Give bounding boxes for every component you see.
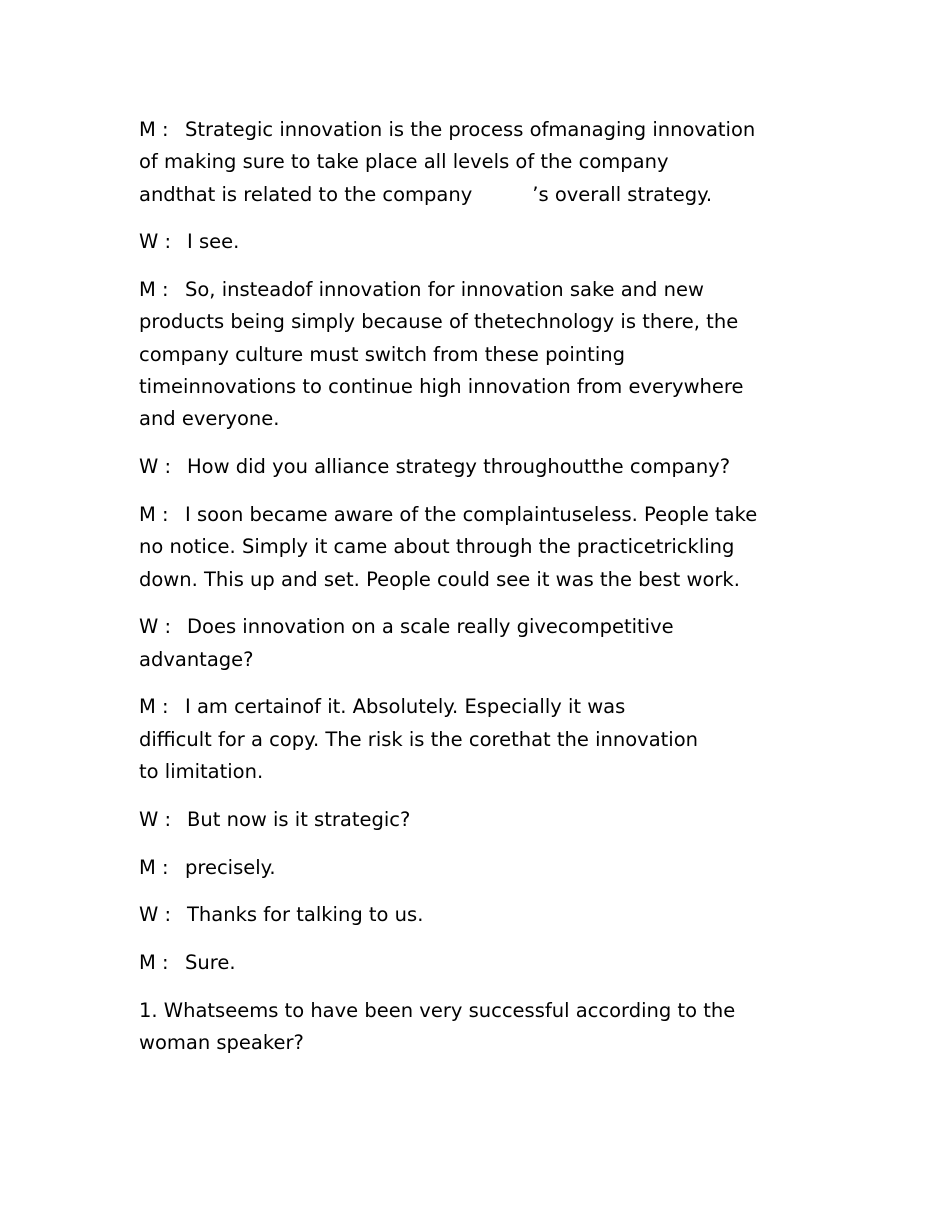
dialogue-text: ’s overall strategy.: [532, 182, 713, 206]
speaker-label: W :: [139, 903, 172, 927]
dialogue-text: I am certainof it. Absolutely. Especially it was: [185, 695, 626, 719]
dialogue-turn: [139, 852, 799, 884]
dialogue-text: I see.: [187, 230, 240, 254]
dialogue-turn: [139, 611, 799, 676]
dialogue-text: of making sure to take place all levels of the company: [139, 150, 669, 174]
dialogue-turn: [139, 114, 799, 211]
speaker-label: M :: [139, 855, 169, 879]
dialogue-text: products being simply because of thetechnology is there, the: [139, 310, 739, 334]
speaker-label: W :: [139, 615, 172, 639]
dialogue-text: Sure.: [185, 951, 236, 975]
dialogue-turn: [139, 947, 799, 979]
dialogue-text: no notice. Simply it came about through the practicetrickling: [139, 535, 735, 559]
dialogue-text: precisely.: [185, 855, 276, 879]
dialogue-text: I soon became aware of the complaintuseless. People take: [185, 502, 758, 526]
dialogue-turn: [139, 226, 799, 258]
dialogue-text: difficult for a copy. The risk is the corethat the innovation: [139, 727, 699, 751]
dialogue-text: company culture must switch from these pointing: [139, 342, 625, 366]
dialogue-turn: [139, 691, 799, 788]
dialogue-text: down. This up and set. People could see it was the best work.: [139, 567, 740, 591]
dialogue-text: and everyone.: [139, 407, 280, 431]
question-text: woman speaker?: [139, 1031, 304, 1055]
dialogue-turn: [139, 804, 799, 836]
dialogue-text: timeinnovations to continue high innovation from everywhere: [139, 375, 744, 399]
dialogue-text: Strategic innovation is the process ofmanaging innovation: [185, 118, 756, 141]
dialogue-text: Thanks for talking to us.: [187, 903, 424, 927]
dialogue-text: to limitation.: [139, 760, 264, 784]
dialogue-text: So, insteadof innovation for innovation sake and new: [185, 278, 704, 302]
dialogue-turn: [139, 274, 799, 435]
speaker-label: W :: [139, 455, 172, 479]
speaker-label: M :: [139, 951, 169, 975]
speaker-label: M :: [139, 118, 169, 141]
speaker-label: M :: [139, 502, 169, 526]
dialogue-turn: [139, 899, 799, 931]
dialogue-text: How did you alliance strategy throughoutthe company?: [187, 455, 731, 479]
dialogue-turn: [139, 499, 799, 596]
dialogue-turn: [139, 451, 799, 483]
speaker-label: M :: [139, 278, 169, 302]
dialogue-text: Does innovation on a scale really givecompetitive: [187, 615, 674, 639]
dialogue-text: advantage?: [139, 647, 254, 671]
dialogue-text: andthat is related to the company: [139, 182, 473, 206]
speaker-label: M :: [139, 695, 169, 719]
question-text: 1. Whatseems to have been very successful according to the: [139, 999, 736, 1023]
question: [139, 995, 799, 1060]
speaker-label: W :: [139, 807, 172, 831]
speaker-label: W :: [139, 230, 172, 254]
dialogue-text: But now is it strategic?: [187, 807, 411, 831]
document-page: [139, 114, 799, 1075]
